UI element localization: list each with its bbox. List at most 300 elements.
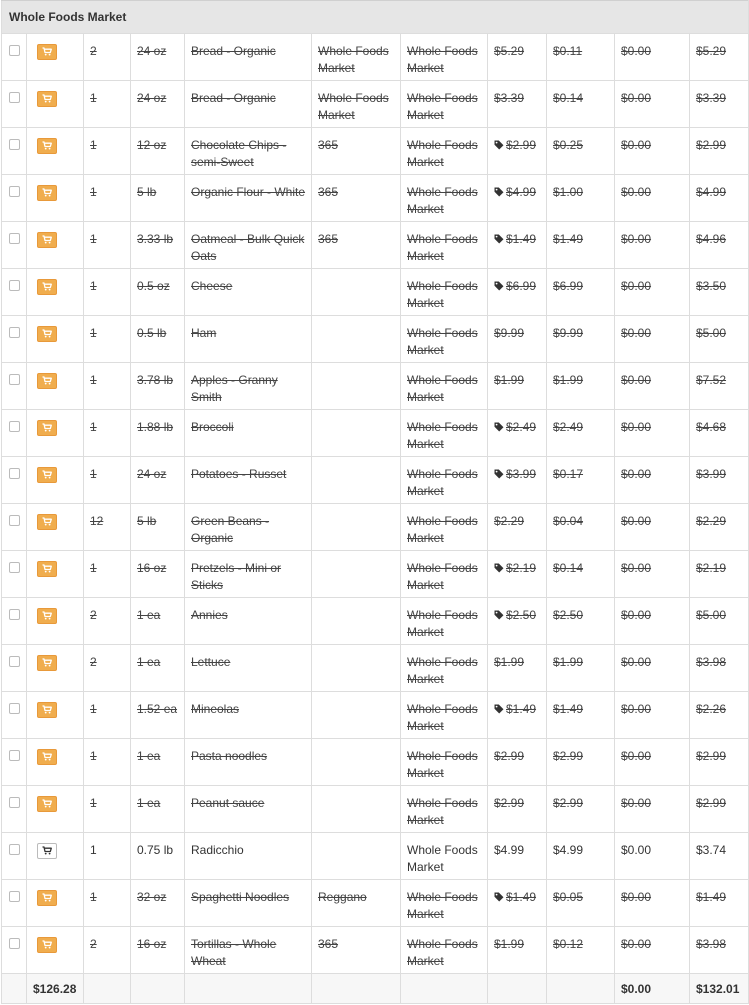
item-store: Whole Foods Market: [401, 551, 488, 598]
item-unit-price: $9.99: [547, 316, 615, 363]
item-price-cell: [488, 222, 547, 269]
item-store: Whole Foods Market: [401, 739, 488, 786]
item-tax: $0.00: [615, 833, 690, 880]
item-brand: 365: [312, 175, 401, 222]
item-quantity: 1: [84, 457, 131, 504]
shopping-cart-icon[interactable]: [37, 514, 57, 530]
item-unit-price: $0.17: [547, 457, 615, 504]
item-brand: [312, 410, 401, 457]
shopping-list-body: [2, 1, 749, 1004]
price-tag-icon: [494, 187, 504, 197]
shopping-list: [1, 0, 748, 1004]
table-row: [2, 598, 749, 645]
item-price: $1.49: [506, 232, 537, 246]
cart-cell: [27, 269, 84, 316]
cart-cell: [27, 363, 84, 410]
select-cell: [2, 175, 27, 222]
item-size: 32 oz: [131, 880, 185, 927]
item-price-cell: [488, 551, 547, 598]
item-quantity: 2: [84, 645, 131, 692]
item-price: $4.99: [506, 185, 537, 199]
item-total: $2.26: [690, 692, 749, 739]
row-checkbox[interactable]: [9, 468, 20, 479]
item-brand: [312, 645, 401, 692]
item-price-cell: [488, 786, 547, 833]
totals-spacer: [401, 974, 488, 1004]
item-size: 16 oz: [131, 551, 185, 598]
item-brand: [312, 457, 401, 504]
select-cell: [2, 457, 27, 504]
item-unit-price: $2.49: [547, 410, 615, 457]
row-checkbox[interactable]: [9, 327, 20, 338]
item-price: $6.99: [506, 279, 537, 293]
shopping-cart-icon[interactable]: [37, 749, 57, 765]
item-quantity: 1: [84, 269, 131, 316]
item-quantity: 1: [84, 410, 131, 457]
item-size: 5 lb: [131, 175, 185, 222]
item-price: $1.99: [494, 655, 525, 669]
item-store: Whole Foods Market: [401, 410, 488, 457]
item-price-cell: [488, 880, 547, 927]
item-size: 16 oz: [131, 927, 185, 974]
shopping-cart-icon[interactable]: [37, 467, 57, 483]
item-name: Potatoes - Russet: [185, 457, 312, 504]
item-tax: $0.00: [615, 410, 690, 457]
row-checkbox[interactable]: [9, 515, 20, 526]
item-brand: 365: [312, 222, 401, 269]
table-row: [2, 645, 749, 692]
item-tax: $0.00: [615, 269, 690, 316]
item-quantity: 2: [84, 598, 131, 645]
totals-spacer: [84, 974, 131, 1004]
shopping-cart-icon[interactable]: [37, 279, 57, 295]
item-unit-price: $1.49: [547, 222, 615, 269]
price-tag-icon: [494, 234, 504, 244]
item-store: Whole Foods Market: [401, 222, 488, 269]
item-store: Whole Foods Market: [401, 269, 488, 316]
item-store: Whole Foods Market: [401, 692, 488, 739]
table-row: [2, 880, 749, 927]
totals-spacer: [185, 974, 312, 1004]
shopping-cart-icon[interactable]: [37, 561, 57, 577]
item-tax: $0.00: [615, 34, 690, 81]
cart-cell: [27, 880, 84, 927]
item-price-cell: [488, 316, 547, 363]
item-unit-price: $6.99: [547, 269, 615, 316]
item-price: $5.29: [494, 44, 525, 58]
cart-cell: [27, 598, 84, 645]
item-tax: $0.00: [615, 316, 690, 363]
price-tag-icon: [494, 469, 504, 479]
item-name: Green Beans - Organic: [185, 504, 312, 551]
item-price-cell: [488, 739, 547, 786]
item-size: 1.52 ea: [131, 692, 185, 739]
table-row: [2, 175, 749, 222]
item-total: $2.19: [690, 551, 749, 598]
row-checkbox[interactable]: [9, 45, 20, 56]
item-price-cell: [488, 81, 547, 128]
table-row: [2, 833, 749, 880]
item-price: $2.99: [494, 749, 525, 763]
item-tax: $0.00: [615, 504, 690, 551]
item-brand: [312, 739, 401, 786]
item-tax: $0.00: [615, 927, 690, 974]
item-price: $4.99: [494, 843, 525, 857]
row-checkbox[interactable]: [9, 703, 20, 714]
shopping-cart-icon[interactable]: [37, 420, 57, 436]
table-row: [2, 363, 749, 410]
table-row: [2, 410, 749, 457]
select-cell: [2, 692, 27, 739]
item-unit-price: $2.99: [547, 786, 615, 833]
item-total: $3.50: [690, 269, 749, 316]
item-brand: 365: [312, 128, 401, 175]
select-cell: [2, 34, 27, 81]
item-name: Organic Flour - White: [185, 175, 312, 222]
item-unit-price: $0.04: [547, 504, 615, 551]
item-price-cell: [488, 645, 547, 692]
item-unit-price: $0.12: [547, 927, 615, 974]
totals-spacer: [547, 974, 615, 1004]
item-name: Annies: [185, 598, 312, 645]
row-checkbox[interactable]: [9, 186, 20, 197]
item-total: $7.52: [690, 363, 749, 410]
cart-cell: [27, 786, 84, 833]
item-name: Pretzels - Mini or Sticks: [185, 551, 312, 598]
item-store: Whole Foods Market: [401, 81, 488, 128]
item-quantity: 1: [84, 81, 131, 128]
item-name: Radicchio: [185, 833, 312, 880]
cart-cell: [27, 645, 84, 692]
select-cell: [2, 504, 27, 551]
subtotal-value: $126.28: [27, 974, 84, 1004]
item-price: $1.99: [494, 373, 525, 387]
row-checkbox[interactable]: [9, 844, 20, 855]
item-brand: [312, 551, 401, 598]
item-store: Whole Foods Market: [401, 363, 488, 410]
table-row: [2, 128, 749, 175]
item-size: 1 ea: [131, 645, 185, 692]
item-price: $1.49: [506, 890, 537, 904]
item-size: 24 oz: [131, 81, 185, 128]
item-brand: [312, 598, 401, 645]
shopping-cart-icon[interactable]: [37, 44, 57, 60]
item-tax: $0.00: [615, 128, 690, 175]
item-unit-price: $1.99: [547, 363, 615, 410]
item-store: Whole Foods Market: [401, 786, 488, 833]
shopping-list-table: [1, 0, 749, 1004]
shopping-cart-icon[interactable]: [37, 138, 57, 154]
item-price: $2.49: [506, 420, 537, 434]
table-row: [2, 739, 749, 786]
shopping-cart-icon[interactable]: [37, 232, 57, 248]
item-price: $9.99: [494, 326, 525, 340]
select-cell: [2, 551, 27, 598]
select-cell: [2, 786, 27, 833]
item-name: Spaghetti Noodles: [185, 880, 312, 927]
select-cell: [2, 927, 27, 974]
price-tag-icon: [494, 892, 504, 902]
row-checkbox[interactable]: [9, 374, 20, 385]
item-total: $4.99: [690, 175, 749, 222]
row-checkbox[interactable]: [9, 421, 20, 432]
item-name: Ham: [185, 316, 312, 363]
item-size: 24 oz: [131, 457, 185, 504]
cart-cell: [27, 833, 84, 880]
item-quantity: 1: [84, 222, 131, 269]
shopping-cart-icon[interactable]: [37, 702, 57, 718]
table-row: [2, 316, 749, 363]
item-store: Whole Foods Market: [401, 457, 488, 504]
item-store: Whole Foods Market: [401, 927, 488, 974]
item-brand: [312, 269, 401, 316]
totals-row: [2, 974, 749, 1004]
item-name: Bread - Organic: [185, 81, 312, 128]
item-quantity: 1: [84, 316, 131, 363]
item-size: 1 ea: [131, 786, 185, 833]
table-row: [2, 551, 749, 598]
item-total: $5.29: [690, 34, 749, 81]
item-tax: $0.00: [615, 692, 690, 739]
item-tax: $0.00: [615, 222, 690, 269]
cart-cell: [27, 410, 84, 457]
item-unit-price: $1.00: [547, 175, 615, 222]
cart-cell: [27, 81, 84, 128]
item-quantity: 12: [84, 504, 131, 551]
item-price: $2.99: [494, 796, 525, 810]
shopping-cart-icon[interactable]: [37, 326, 57, 342]
item-tax: $0.00: [615, 739, 690, 786]
select-cell: [2, 880, 27, 927]
item-total: $1.49: [690, 880, 749, 927]
table-row: [2, 81, 749, 128]
row-checkbox[interactable]: [9, 797, 20, 808]
item-unit-price: $0.11: [547, 34, 615, 81]
item-quantity: 2: [84, 927, 131, 974]
select-cell: [2, 363, 27, 410]
item-quantity: 1: [84, 363, 131, 410]
item-price-cell: [488, 363, 547, 410]
shopping-cart-icon[interactable]: [37, 843, 57, 859]
row-checkbox[interactable]: [9, 233, 20, 244]
item-tax: $0.00: [615, 363, 690, 410]
item-quantity: 1: [84, 739, 131, 786]
select-cell: [2, 269, 27, 316]
item-price: $2.29: [494, 514, 525, 528]
item-brand: Whole Foods Market: [312, 34, 401, 81]
item-quantity: 2: [84, 34, 131, 81]
select-cell: [2, 410, 27, 457]
item-tax: $0.00: [615, 598, 690, 645]
grand-total-value: $132.01: [690, 974, 749, 1004]
shopping-cart-icon[interactable]: [37, 608, 57, 624]
totals-spacer: [2, 974, 27, 1004]
store-group-name: Whole Foods Market: [2, 1, 749, 34]
item-price-cell: [488, 410, 547, 457]
item-size: 1 ea: [131, 598, 185, 645]
item-total: $2.99: [690, 128, 749, 175]
item-brand: 365: [312, 927, 401, 974]
item-unit-price: $1.99: [547, 645, 615, 692]
row-checkbox[interactable]: [9, 280, 20, 291]
item-total: $4.96: [690, 222, 749, 269]
table-row: [2, 222, 749, 269]
row-checkbox[interactable]: [9, 609, 20, 620]
item-quantity: 1: [84, 128, 131, 175]
totals-spacer: [312, 974, 401, 1004]
item-store: Whole Foods Market: [401, 645, 488, 692]
item-size: 1.88 lb: [131, 410, 185, 457]
item-name: Peanut sauce: [185, 786, 312, 833]
item-store: Whole Foods Market: [401, 833, 488, 880]
select-cell: [2, 833, 27, 880]
select-cell: [2, 645, 27, 692]
item-brand: Whole Foods Market: [312, 81, 401, 128]
item-unit-price: $4.99: [547, 833, 615, 880]
item-quantity: 1: [84, 692, 131, 739]
item-store: Whole Foods Market: [401, 880, 488, 927]
cart-cell: [27, 222, 84, 269]
shopping-cart-icon[interactable]: [37, 890, 57, 906]
item-price: $3.39: [494, 91, 525, 105]
item-quantity: 1: [84, 833, 131, 880]
item-brand: [312, 504, 401, 551]
cart-cell: [27, 175, 84, 222]
item-tax: $0.00: [615, 81, 690, 128]
price-tag-icon: [494, 140, 504, 150]
row-checkbox[interactable]: [9, 656, 20, 667]
price-tag-icon: [494, 704, 504, 714]
item-store: Whole Foods Market: [401, 128, 488, 175]
item-price: $1.99: [494, 937, 525, 951]
row-checkbox[interactable]: [9, 92, 20, 103]
item-brand: [312, 692, 401, 739]
item-name: Bread - Organic: [185, 34, 312, 81]
item-store: Whole Foods Market: [401, 34, 488, 81]
item-size: 3.33 lb: [131, 222, 185, 269]
item-price-cell: [488, 175, 547, 222]
item-price-cell: [488, 269, 547, 316]
item-unit-price: $0.05: [547, 880, 615, 927]
item-store: Whole Foods Market: [401, 504, 488, 551]
cart-cell: [27, 927, 84, 974]
shopping-cart-icon[interactable]: [37, 796, 57, 812]
cart-cell: [27, 316, 84, 363]
item-size: 0.5 oz: [131, 269, 185, 316]
price-tag-icon: [494, 281, 504, 291]
table-row: [2, 269, 749, 316]
item-name: Tortillas - Whole Wheat: [185, 927, 312, 974]
item-total: $3.99: [690, 457, 749, 504]
item-quantity: 1: [84, 175, 131, 222]
table-row: [2, 786, 749, 833]
item-total: $2.99: [690, 786, 749, 833]
item-name: Cheese: [185, 269, 312, 316]
shopping-cart-icon[interactable]: [37, 655, 57, 671]
item-size: 0.5 lb: [131, 316, 185, 363]
cart-cell: [27, 128, 84, 175]
item-total: $5.00: [690, 316, 749, 363]
cart-cell: [27, 34, 84, 81]
shopping-cart-icon[interactable]: [37, 373, 57, 389]
item-unit-price: $1.49: [547, 692, 615, 739]
item-name: Apples - Granny Smith: [185, 363, 312, 410]
item-brand: [312, 786, 401, 833]
select-cell: [2, 222, 27, 269]
totals-spacer: [488, 974, 547, 1004]
select-cell: [2, 81, 27, 128]
item-price: $3.99: [506, 467, 537, 481]
row-checkbox[interactable]: [9, 891, 20, 902]
table-row: [2, 692, 749, 739]
price-tag-icon: [494, 610, 504, 620]
item-price-cell: [488, 457, 547, 504]
item-total: $3.98: [690, 645, 749, 692]
shopping-cart-icon[interactable]: [37, 937, 57, 953]
row-checkbox[interactable]: [9, 139, 20, 150]
item-unit-price: $0.14: [547, 551, 615, 598]
item-name: Mineolas: [185, 692, 312, 739]
item-unit-price: $2.50: [547, 598, 615, 645]
shopping-cart-icon[interactable]: [37, 185, 57, 201]
select-cell: [2, 598, 27, 645]
item-price: $2.50: [506, 608, 537, 622]
table-row: [2, 457, 749, 504]
item-price: $2.99: [506, 138, 537, 152]
item-total: $3.98: [690, 927, 749, 974]
item-size: 24 oz: [131, 34, 185, 81]
item-price-cell: [488, 833, 547, 880]
item-quantity: 1: [84, 880, 131, 927]
item-size: 1 ea: [131, 739, 185, 786]
shopping-cart-icon[interactable]: [37, 91, 57, 107]
select-cell: [2, 316, 27, 363]
item-price-cell: [488, 598, 547, 645]
item-unit-price: $0.25: [547, 128, 615, 175]
table-row: [2, 504, 749, 551]
cart-cell: [27, 692, 84, 739]
item-name: Broccoli: [185, 410, 312, 457]
item-brand: [312, 363, 401, 410]
item-price: $1.49: [506, 702, 537, 716]
item-brand: [312, 316, 401, 363]
item-store: Whole Foods Market: [401, 316, 488, 363]
item-size: 0.75 lb: [131, 833, 185, 880]
row-checkbox[interactable]: [9, 562, 20, 573]
item-tax: $0.00: [615, 786, 690, 833]
item-total: $3.74: [690, 833, 749, 880]
item-quantity: 1: [84, 786, 131, 833]
item-total: $3.39: [690, 81, 749, 128]
item-total: $2.29: [690, 504, 749, 551]
cart-cell: [27, 551, 84, 598]
item-name: Chocolate Chips - semi-Sweet: [185, 128, 312, 175]
item-price: $2.19: [506, 561, 537, 575]
item-name: Pasta noodles: [185, 739, 312, 786]
item-tax: $0.00: [615, 645, 690, 692]
item-tax: $0.00: [615, 551, 690, 598]
cart-cell: [27, 739, 84, 786]
item-unit-price: $2.99: [547, 739, 615, 786]
cart-cell: [27, 504, 84, 551]
table-row: [2, 927, 749, 974]
item-size: 12 oz: [131, 128, 185, 175]
item-price-cell: [488, 34, 547, 81]
row-checkbox[interactable]: [9, 938, 20, 949]
item-unit-price: $0.14: [547, 81, 615, 128]
item-store: Whole Foods Market: [401, 175, 488, 222]
row-checkbox[interactable]: [9, 750, 20, 761]
